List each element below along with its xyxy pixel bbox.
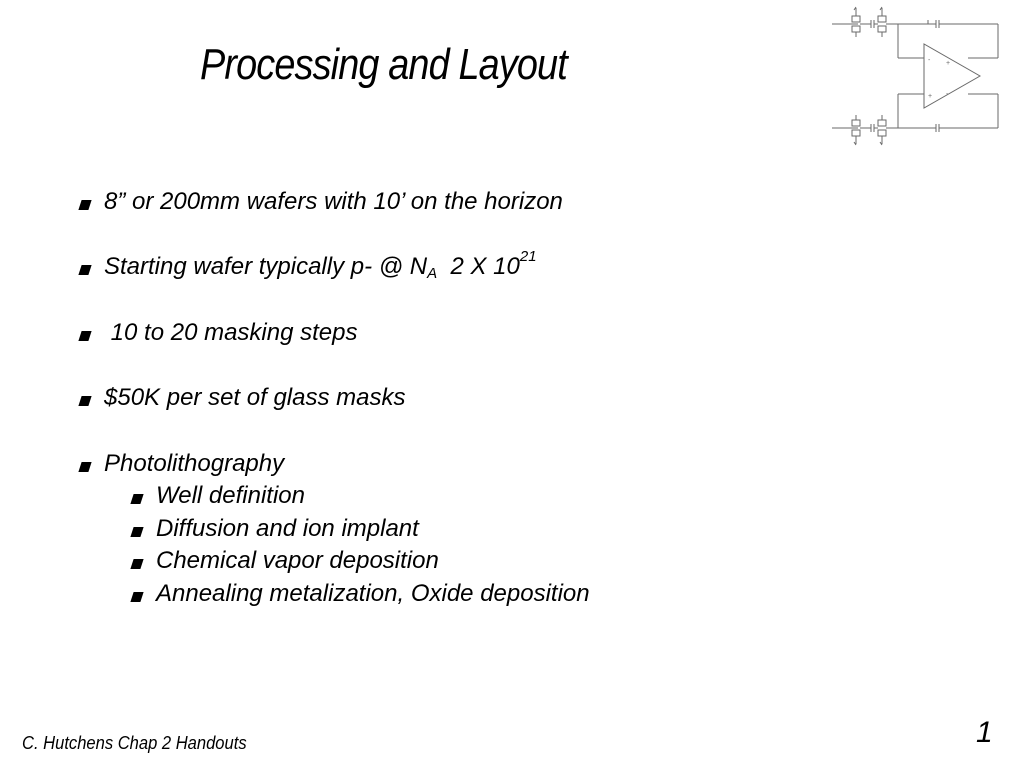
bullet-square-icon [130,527,143,537]
bullet-item [80,450,284,478]
bullet-item [80,384,405,412]
sub-bullet-text: Chemical vapor deposition [156,547,439,574]
bullet-text: Photolithography [104,450,285,477]
bullet-text: 10 to 20 masking steps [104,319,358,346]
sub-bullet-text: Annealing metalization, Oxide deposition [156,580,590,607]
svg-text:-: - [928,57,931,64]
subscript-text: A [427,264,438,282]
slide-title: Processing and Layout [200,40,567,89]
bullet-item [80,247,537,282]
bullet-item [80,319,357,347]
sub-bullet-text: Diffusion and ion implant [156,515,419,542]
bullet-square-icon [130,559,143,569]
bullet-text: 2 X 10 [437,253,520,280]
slide-footer: C. Hutchens Chap 2 Handouts [22,733,247,753]
sub-bullet-text: Well definition [156,482,305,509]
sub-bullet-item [132,580,590,608]
bullet-square-icon [78,265,91,275]
superscript-text: 21 [519,247,537,265]
circuit-schematic-icon [828,4,1008,154]
bullet-square-icon [78,396,91,406]
bullet-text: Starting wafer typically p- @ N [104,253,428,280]
bullet-square-icon [78,200,91,210]
sub-bullet-item [132,482,305,510]
bullet-text: 8” or 200mm wafers with 10’ on the horizon [104,188,563,215]
svg-text:-: - [946,91,949,98]
bullet-text: $50K per set of glass masks [104,384,406,411]
svg-text:+: + [946,60,951,67]
svg-text:+: + [928,93,933,100]
bullet-square-icon [130,592,143,602]
page-number: 1 [976,716,993,749]
bullet-square-icon [78,331,91,341]
sub-bullet-item [132,547,439,575]
sub-bullet-item [132,515,419,543]
bullet-item [80,188,563,216]
bullet-square-icon [78,462,91,472]
bullet-square-icon [130,494,143,504]
